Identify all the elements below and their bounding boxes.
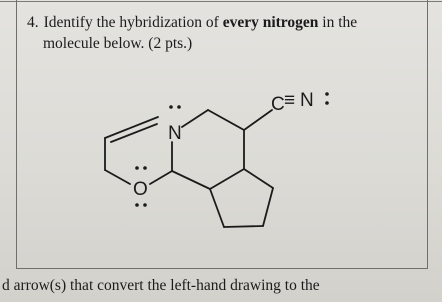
bond-o-c-right [150,171,172,184]
nitrile-nitrogen-label: N [300,90,314,111]
triple-bond-symbol: ≡ [284,90,296,111]
bond-fused-bottom [210,169,244,189]
bond-cp-3 [224,226,263,227]
lone-pair-n-ring-b [177,105,181,109]
nitrile-carbon-label: C [271,94,285,115]
lone-pair-o-bottom-b [143,203,147,207]
bond-ch2-ch [208,110,244,130]
lone-pair-o-bottom-a [135,203,139,207]
oxygen-ring-label: O [133,179,148,200]
bond-fused-to-aminal [172,171,210,189]
lone-pair-nitrile-b [325,101,329,105]
bond-cp-1 [244,169,273,188]
bond-c-o-left [105,170,130,184]
bond-cp-4 [210,189,224,227]
molecule-bonds [105,110,273,227]
lone-pair-o-top-a [135,166,139,170]
lone-pair-o-top-b [143,166,147,170]
lone-pair-n-ring-a [169,105,173,109]
bond-ch-cn [244,110,272,130]
lone-pair-nitrile-a [325,92,329,96]
question-text-end: in the [318,14,358,31]
question-text-start: Identify the hybridization of [43,14,223,31]
nitrogen-ring-label: N [168,123,182,144]
next-question-fragment: d arrow(s) that convert the left-hand drawing to the [2,277,320,294]
bond-cp-2 [263,188,273,226]
bond-n-ch2 [182,110,208,127]
question-number: 4. [27,14,39,31]
question-second-line: molecule below. (2 pts.) [43,35,193,52]
question-emphasis: every nitrogen [222,14,319,31]
